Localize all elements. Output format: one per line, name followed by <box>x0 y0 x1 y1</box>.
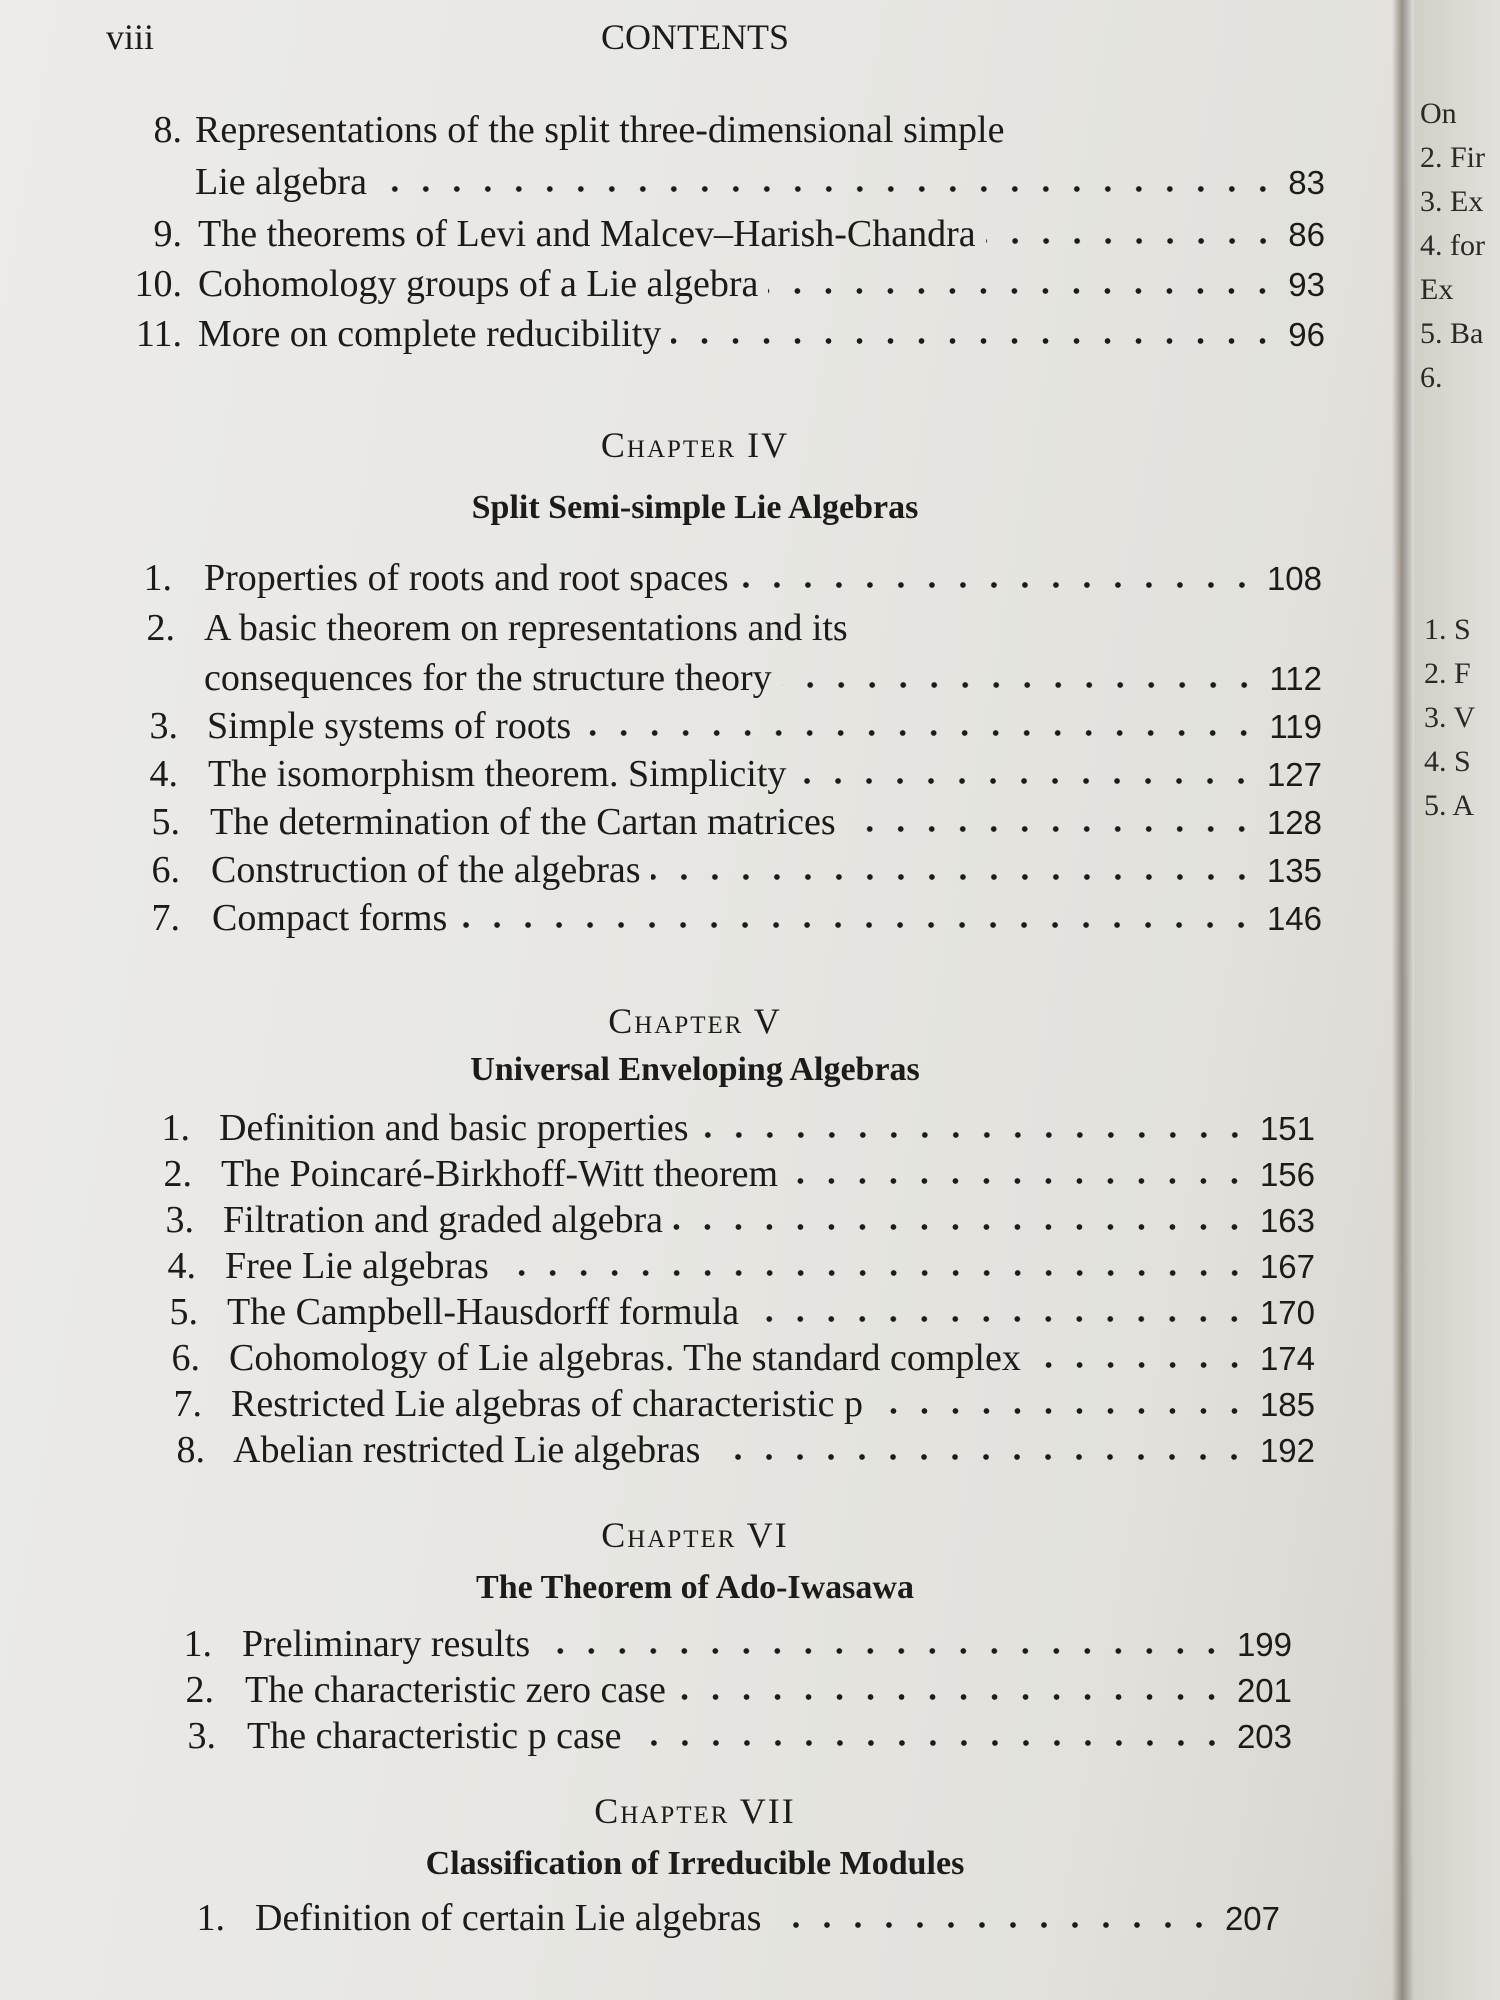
entry-title: More on complete reducibility <box>198 313 662 355</box>
chapter-label: Chapter VI <box>601 1515 789 1555</box>
entry-page: 96 <box>1288 316 1325 353</box>
facing-fragment: 5. Ba <box>1420 317 1484 350</box>
toc-entry <box>149 704 1322 748</box>
entry-number: 3. <box>187 1715 216 1757</box>
entry-page: 163 <box>1259 1202 1315 1239</box>
facing-fragment: On <box>1420 97 1457 130</box>
entry-page: 192 <box>1259 1432 1315 1469</box>
dot-leader <box>771 1922 1214 1928</box>
toc-entry <box>134 262 1325 306</box>
entry-title: Definition and basic properties <box>219 1107 689 1149</box>
entry-title: Construction of the algebras <box>211 849 641 891</box>
dot-leader <box>739 582 1257 588</box>
entry-number: 3. <box>149 705 178 747</box>
toc-entry <box>167 1244 1315 1288</box>
facing-fragment: 6. <box>1420 361 1443 394</box>
entry-title: The Poincaré-Birkhoff-Witt theorem <box>221 1153 779 1195</box>
toc-entry <box>146 606 1322 650</box>
dot-leader <box>581 730 1259 736</box>
chapter-label: Chapter IV <box>600 425 790 465</box>
dot-leader <box>632 1740 1227 1746</box>
dot-leader <box>699 1132 1250 1138</box>
facing-fragment: 4. for <box>1420 229 1485 262</box>
entry-title: Cohomology of Lie algebras. The standard complex <box>229 1337 1021 1379</box>
entry-page: 127 <box>1266 756 1322 793</box>
dot-leader <box>540 1648 1227 1654</box>
entry-title: A basic theorem on representations and its <box>204 607 848 649</box>
entry-title: The isomorphism theorem. Simplicity <box>208 753 787 795</box>
toc-entry <box>153 212 1325 256</box>
toc-entry <box>163 1152 1315 1196</box>
toc-entry <box>187 1714 1292 1758</box>
dot-leader <box>457 922 1257 928</box>
entry-page: 128 <box>1266 804 1322 841</box>
entry-title: The theorems of Levi and Malcev–Harish-Chandra <box>198 213 976 255</box>
entry-page: 201 <box>1236 1672 1292 1709</box>
facing-fragment: Ex <box>1420 273 1454 306</box>
dot-leader <box>846 826 1257 832</box>
entry-page: 207 <box>1224 1900 1280 1937</box>
entry-title: The characteristic p case <box>247 1715 622 1757</box>
entry-number: 5. <box>151 801 180 843</box>
facing-fragment: 2. F <box>1424 657 1471 690</box>
dot-leader <box>651 874 1257 880</box>
entry-title: Restricted Lie algebras of characteristic p <box>231 1383 863 1425</box>
chapter-title: The Theorem of Ado-Iwasawa <box>476 1569 914 1606</box>
entry-number: 4. <box>167 1245 196 1287</box>
toc-entry <box>135 312 1325 356</box>
entry-title: Compact forms <box>212 897 448 939</box>
entry-page: 112 <box>1269 660 1322 697</box>
dot-leader <box>788 1178 1250 1184</box>
entry-number: 10. <box>134 263 182 305</box>
chapter-title: Classification of Irreducible Modules <box>425 1845 965 1882</box>
dot-leader <box>710 1454 1250 1460</box>
entry-number: 7. <box>173 1383 202 1425</box>
toc-entry <box>176 1428 1315 1472</box>
entry-title: Free Lie algebras <box>225 1245 489 1287</box>
facing-fragment: 2. Fir <box>1420 141 1486 174</box>
entry-number: 1. <box>161 1107 190 1149</box>
facing-fragment: 4. S <box>1424 745 1471 778</box>
entry-title: consequences for the structure theory <box>204 657 772 699</box>
toc-entry <box>204 656 1322 700</box>
chapter-label: Chapter V <box>608 1001 782 1041</box>
entry-title: Abelian restricted Lie algebras <box>233 1429 701 1471</box>
toc-entry <box>183 1622 1292 1666</box>
entry-page: 108 <box>1266 560 1322 597</box>
entry-title: Simple systems of roots <box>207 705 572 747</box>
dot-leader <box>1031 1362 1250 1368</box>
dot-leader <box>499 1270 1250 1276</box>
entry-page: 119 <box>1269 708 1322 745</box>
running-title: CONTENTS <box>601 17 789 57</box>
toc-entry <box>143 556 1322 600</box>
entry-page: 199 <box>1236 1626 1292 1663</box>
entry-number: 2. <box>185 1669 214 1711</box>
toc-entry <box>171 1336 1315 1380</box>
dot-leader <box>873 1408 1250 1414</box>
chapter-title: Split Semi-simple Lie Algebras <box>471 489 919 526</box>
entry-page: 83 <box>1288 164 1325 201</box>
entry-page: 151 <box>1259 1110 1315 1147</box>
toc-entry <box>149 752 1322 796</box>
entry-number: 4. <box>149 753 178 795</box>
toc-entry <box>195 160 1325 204</box>
facing-fragment: 3. Ex <box>1420 185 1484 218</box>
entry-number: 11. <box>135 313 182 355</box>
entry-number: 5. <box>169 1291 198 1333</box>
dot-leader <box>673 1224 1250 1230</box>
dot-leader <box>986 238 1279 244</box>
entry-title: Representations of the split three-dimensional simple <box>195 109 1005 151</box>
page-number: viii <box>106 17 155 57</box>
entry-number: 1. <box>143 557 172 599</box>
entry-title: Preliminary results <box>242 1623 531 1665</box>
entry-number: 2. <box>163 1153 192 1195</box>
entry-number: 1. <box>196 1897 225 1939</box>
entry-title: Cohomology groups of a Lie algebra <box>198 263 759 305</box>
toc-entry <box>169 1290 1315 1334</box>
entry-page: 146 <box>1266 900 1322 937</box>
dot-leader <box>377 186 1278 192</box>
entry-number: 1. <box>183 1623 212 1665</box>
entry-number: 2. <box>146 607 175 649</box>
chapter-title: Universal Enveloping Algebras <box>470 1051 920 1088</box>
entry-number: 8. <box>176 1429 205 1471</box>
chapter-label: Chapter VII <box>594 1791 796 1831</box>
toc-entry <box>151 896 1322 940</box>
facing-fragment: 1. S <box>1424 613 1471 646</box>
entry-title: The characteristic zero case <box>245 1669 666 1711</box>
dot-leader <box>676 1694 1227 1700</box>
entry-title: The Campbell-Hausdorff formula <box>227 1291 740 1333</box>
dot-leader <box>796 778 1257 784</box>
toc-entry <box>165 1198 1315 1242</box>
entry-number: 6. <box>151 849 180 891</box>
dot-leader <box>768 288 1278 294</box>
entry-page: 86 <box>1288 216 1325 253</box>
entry-page: 135 <box>1266 852 1322 889</box>
entry-number: 3. <box>165 1199 194 1241</box>
dot-leader <box>749 1316 1250 1322</box>
toc-entry <box>185 1668 1292 1712</box>
entry-page: 170 <box>1259 1294 1315 1331</box>
entry-number: 7. <box>151 897 180 939</box>
dot-leader <box>782 682 1260 688</box>
toc-entry <box>161 1106 1315 1150</box>
toc-entry <box>173 1382 1315 1426</box>
toc-entry <box>153 108 1325 152</box>
toc-entry <box>151 848 1322 892</box>
entry-title: Lie algebra <box>195 161 367 203</box>
book-gutter <box>1392 0 1414 2000</box>
entry-page: 93 <box>1288 266 1325 303</box>
toc-entry <box>151 800 1322 844</box>
entry-number: 9. <box>153 213 182 255</box>
entry-page: 203 <box>1236 1718 1292 1755</box>
dot-leader <box>671 338 1278 344</box>
entry-page: 156 <box>1259 1156 1315 1193</box>
entry-number: 6. <box>171 1337 200 1379</box>
facing-fragment: 5. A <box>1424 789 1475 822</box>
entry-page: 167 <box>1259 1248 1315 1285</box>
entry-title: Properties of roots and root spaces <box>204 557 729 599</box>
entry-number: 8. <box>153 109 182 151</box>
entry-page: 185 <box>1259 1386 1315 1423</box>
entry-title: Filtration and graded algebra <box>223 1199 664 1241</box>
facing-fragment: 3. V <box>1424 701 1476 734</box>
entry-title: The determination of the Cartan matrices <box>210 801 836 843</box>
entry-page: 174 <box>1259 1340 1315 1377</box>
entry-title: Definition of certain Lie algebras <box>255 1897 762 1939</box>
toc-entry <box>196 1896 1280 1940</box>
